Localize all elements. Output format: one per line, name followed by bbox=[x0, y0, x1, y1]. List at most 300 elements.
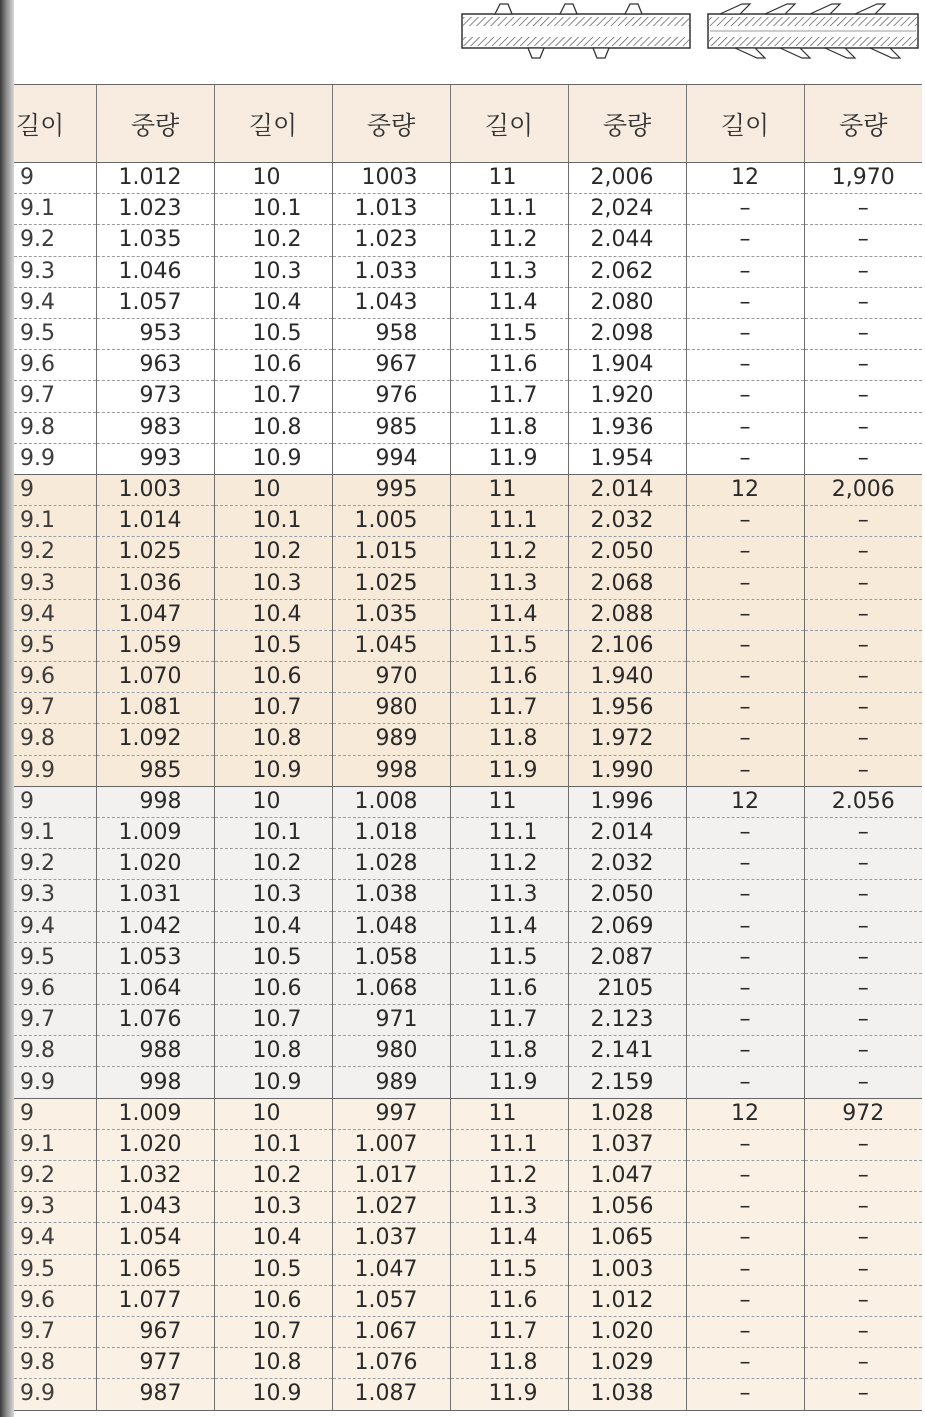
weight-cell: 1.038 bbox=[332, 880, 450, 911]
length-cell: 9.4 bbox=[14, 1223, 96, 1254]
length-cell: 10.6 bbox=[214, 973, 332, 1004]
table-row bbox=[14, 568, 922, 599]
length-cell: 11.6 bbox=[450, 973, 568, 1004]
weight-cell: – bbox=[804, 1285, 922, 1316]
length-cell: – bbox=[686, 1254, 804, 1285]
weight-cell: – bbox=[804, 1254, 922, 1285]
length-cell: 9.8 bbox=[14, 1348, 96, 1379]
table-row bbox=[14, 1316, 922, 1347]
weight-cell: 2.014 bbox=[568, 817, 686, 848]
weight-cell: – bbox=[804, 506, 922, 537]
length-cell: – bbox=[686, 1161, 804, 1192]
table-row bbox=[14, 880, 922, 911]
length-cell: – bbox=[686, 880, 804, 911]
weight-cell: 967 bbox=[96, 1316, 214, 1347]
weight-cell: 1.057 bbox=[332, 1285, 450, 1316]
weight-cell: 1.070 bbox=[96, 662, 214, 693]
length-cell: 10.8 bbox=[214, 412, 332, 443]
table-row bbox=[14, 474, 922, 505]
weight-cell: 1.936 bbox=[568, 412, 686, 443]
length-cell: – bbox=[686, 194, 804, 225]
table-row bbox=[14, 599, 922, 630]
weight-cell: 1.037 bbox=[332, 1223, 450, 1254]
weight-cell: 1.007 bbox=[332, 1129, 450, 1160]
weight-cell: 1.920 bbox=[568, 381, 686, 412]
length-cell: 12 bbox=[686, 163, 804, 194]
weight-cell: – bbox=[804, 225, 922, 256]
weight-cell: 1.956 bbox=[568, 693, 686, 724]
weight-cell: 1.013 bbox=[332, 194, 450, 225]
length-cell: 11.1 bbox=[450, 506, 568, 537]
length-cell: 10.5 bbox=[214, 318, 332, 349]
weight-cell: 1.005 bbox=[332, 506, 450, 537]
weight-cell: 2.032 bbox=[568, 849, 686, 880]
length-cell: 12 bbox=[686, 1098, 804, 1129]
weight-cell: – bbox=[804, 1067, 922, 1098]
length-cell: – bbox=[686, 1192, 804, 1223]
length-cell: 9.4 bbox=[14, 911, 96, 942]
length-cell: – bbox=[686, 1348, 804, 1379]
weight-cell: 953 bbox=[96, 318, 214, 349]
length-cell: 9 bbox=[14, 786, 96, 817]
table-band-2 bbox=[14, 474, 922, 786]
weight-cell: 1.048 bbox=[332, 911, 450, 942]
weight-cell: 1.020 bbox=[96, 1129, 214, 1160]
weight-cell: 985 bbox=[96, 755, 214, 786]
length-cell: 11.1 bbox=[450, 194, 568, 225]
weight-cell: – bbox=[804, 1348, 922, 1379]
weight-cell: 1.087 bbox=[332, 1379, 450, 1410]
weight-cell: 1.029 bbox=[568, 1348, 686, 1379]
length-cell: 9.3 bbox=[14, 256, 96, 287]
col-header-length: 길이 bbox=[450, 85, 568, 163]
length-cell: 10.8 bbox=[214, 724, 332, 755]
length-cell: – bbox=[686, 693, 804, 724]
length-cell: 12 bbox=[686, 786, 804, 817]
length-cell: 11.3 bbox=[450, 880, 568, 911]
length-cell: 10.9 bbox=[214, 1067, 332, 1098]
length-cell: – bbox=[686, 1379, 804, 1410]
length-cell: 9.3 bbox=[14, 880, 96, 911]
length-cell: 9.7 bbox=[14, 1316, 96, 1347]
length-cell: 10.1 bbox=[214, 817, 332, 848]
weight-cell: 1.012 bbox=[568, 1285, 686, 1316]
weight-cell: 2105 bbox=[568, 973, 686, 1004]
table-row bbox=[14, 724, 922, 755]
length-cell: 10.4 bbox=[214, 599, 332, 630]
length-cell: 10.3 bbox=[214, 256, 332, 287]
length-cell: – bbox=[686, 599, 804, 630]
table-row bbox=[14, 1098, 922, 1129]
length-cell: – bbox=[686, 1316, 804, 1347]
length-cell: 9.6 bbox=[14, 350, 96, 381]
weight-cell: 970 bbox=[332, 662, 450, 693]
length-cell: – bbox=[686, 1005, 804, 1036]
table-row bbox=[14, 693, 922, 724]
length-cell: 9.5 bbox=[14, 318, 96, 349]
table-row bbox=[14, 1285, 922, 1316]
length-cell: 9.2 bbox=[14, 849, 96, 880]
weight-cell: – bbox=[804, 287, 922, 318]
length-cell: 11.6 bbox=[450, 1285, 568, 1316]
weight-cell: 971 bbox=[332, 1005, 450, 1036]
weight-cell: – bbox=[804, 1379, 922, 1410]
length-cell: 11.3 bbox=[450, 1192, 568, 1223]
length-cell: 9.8 bbox=[14, 1036, 96, 1067]
length-cell: 11 bbox=[450, 786, 568, 817]
length-cell: 11.3 bbox=[450, 568, 568, 599]
length-cell: 10.7 bbox=[214, 1316, 332, 1347]
length-cell: – bbox=[686, 350, 804, 381]
weight-cell: – bbox=[804, 817, 922, 848]
weight-cell: 2.123 bbox=[568, 1005, 686, 1036]
weight-cell: 998 bbox=[332, 755, 450, 786]
single-ring-anchor-diagram bbox=[462, 4, 690, 58]
weight-cell: 1.020 bbox=[96, 849, 214, 880]
length-cell: 9.2 bbox=[14, 225, 96, 256]
length-cell: 9 bbox=[14, 163, 96, 194]
length-cell: 10.3 bbox=[214, 1192, 332, 1223]
length-cell: – bbox=[686, 630, 804, 661]
weight-cell: – bbox=[804, 755, 922, 786]
length-cell: 10.3 bbox=[214, 880, 332, 911]
weight-cell: 1.064 bbox=[96, 973, 214, 1004]
length-cell: 10.3 bbox=[214, 568, 332, 599]
weight-cell: 2.087 bbox=[568, 942, 686, 973]
weight-cell: 987 bbox=[96, 1379, 214, 1410]
length-cell: 10.2 bbox=[214, 849, 332, 880]
length-cell: 11 bbox=[450, 163, 568, 194]
weight-cell: 1.033 bbox=[332, 256, 450, 287]
length-cell: – bbox=[686, 1129, 804, 1160]
weight-cell: – bbox=[804, 350, 922, 381]
weight-cell: 2.080 bbox=[568, 287, 686, 318]
weight-cell: 1.014 bbox=[96, 506, 214, 537]
length-cell: 11 bbox=[450, 474, 568, 505]
weight-cell: 1.068 bbox=[332, 973, 450, 1004]
weight-cell: 1.009 bbox=[96, 817, 214, 848]
weight-cell: 1.018 bbox=[332, 817, 450, 848]
length-cell: 11.4 bbox=[450, 1223, 568, 1254]
length-cell: 11.9 bbox=[450, 1067, 568, 1098]
length-cell: 9.9 bbox=[14, 755, 96, 786]
col-header-weight: 중량 bbox=[804, 85, 922, 163]
table-row bbox=[14, 973, 922, 1004]
table-band-3 bbox=[14, 786, 922, 1098]
table-row bbox=[14, 942, 922, 973]
length-cell: 9.9 bbox=[14, 1379, 96, 1410]
weight-cell: 1.047 bbox=[96, 599, 214, 630]
diagram-strip bbox=[0, 0, 925, 84]
weight-cell: – bbox=[804, 194, 922, 225]
weight-cell: – bbox=[804, 537, 922, 568]
weight-cell: 2.044 bbox=[568, 225, 686, 256]
table-row bbox=[14, 1348, 922, 1379]
weight-cell: 2.056 bbox=[804, 786, 922, 817]
length-cell: 9 bbox=[14, 474, 96, 505]
length-cell: 11.1 bbox=[450, 817, 568, 848]
weight-cell: 977 bbox=[96, 1348, 214, 1379]
table-header bbox=[14, 85, 922, 163]
table-row bbox=[14, 443, 922, 474]
length-cell: 9.6 bbox=[14, 973, 96, 1004]
spiral-twisted-rod-diagram bbox=[708, 4, 918, 58]
weight-cell: 1.015 bbox=[332, 537, 450, 568]
weight-cell: 980 bbox=[332, 1036, 450, 1067]
table-row bbox=[14, 630, 922, 661]
length-cell: – bbox=[686, 1067, 804, 1098]
weight-cell: 1.056 bbox=[568, 1192, 686, 1223]
weight-cell: 994 bbox=[332, 443, 450, 474]
weight-cell: 2.098 bbox=[568, 318, 686, 349]
length-cell: 11.1 bbox=[450, 1129, 568, 1160]
length-cell: 9.7 bbox=[14, 381, 96, 412]
length-cell: 11 bbox=[450, 1098, 568, 1129]
length-cell: 9.2 bbox=[14, 537, 96, 568]
table-row bbox=[14, 1005, 922, 1036]
length-cell: 10.1 bbox=[214, 1129, 332, 1160]
length-cell: 10.1 bbox=[214, 506, 332, 537]
length-cell: 10.9 bbox=[214, 755, 332, 786]
col-header-length: 길이 bbox=[686, 85, 804, 163]
table-row bbox=[14, 506, 922, 537]
length-cell: 11.8 bbox=[450, 724, 568, 755]
length-cell: 9 bbox=[14, 1098, 96, 1129]
length-cell: 9.1 bbox=[14, 817, 96, 848]
weight-cell: 1.017 bbox=[332, 1161, 450, 1192]
weight-cell: 1.047 bbox=[568, 1161, 686, 1192]
table-row bbox=[14, 849, 922, 880]
weight-cell: 1.038 bbox=[568, 1379, 686, 1410]
weight-cell: – bbox=[804, 662, 922, 693]
weight-cell: 1.003 bbox=[96, 474, 214, 505]
weight-cell: 1.009 bbox=[96, 1098, 214, 1129]
weight-cell: 2.141 bbox=[568, 1036, 686, 1067]
length-cell: 11.4 bbox=[450, 599, 568, 630]
length-cell: 11.9 bbox=[450, 1379, 568, 1410]
length-cell: 9.5 bbox=[14, 630, 96, 661]
table-row bbox=[14, 1036, 922, 1067]
table-row bbox=[14, 755, 922, 786]
weight-cell: – bbox=[804, 1223, 922, 1254]
weight-cell: 967 bbox=[332, 350, 450, 381]
weight-cell: 1.025 bbox=[332, 568, 450, 599]
weight-cell: 1.972 bbox=[568, 724, 686, 755]
length-cell: 11.7 bbox=[450, 381, 568, 412]
weight-cell: 1.940 bbox=[568, 662, 686, 693]
weight-cell: 2,024 bbox=[568, 194, 686, 225]
weight-cell: – bbox=[804, 942, 922, 973]
length-cell: 9.7 bbox=[14, 693, 96, 724]
length-cell: 10.1 bbox=[214, 194, 332, 225]
length-cell: 11.4 bbox=[450, 287, 568, 318]
weight-cell: 972 bbox=[804, 1098, 922, 1129]
length-cell: 10 bbox=[214, 163, 332, 194]
length-cell: 11.8 bbox=[450, 412, 568, 443]
header-row bbox=[14, 85, 922, 163]
weight-cell: 989 bbox=[332, 1067, 450, 1098]
weight-cell: 1.904 bbox=[568, 350, 686, 381]
length-cell: 10.7 bbox=[214, 381, 332, 412]
table-row bbox=[14, 1223, 922, 1254]
table-row bbox=[14, 1379, 922, 1410]
weight-cell: – bbox=[804, 1036, 922, 1067]
length-cell: 11.7 bbox=[450, 1316, 568, 1347]
table-row bbox=[14, 350, 922, 381]
book-spine-shadow bbox=[0, 0, 14, 1417]
length-cell: 10.7 bbox=[214, 693, 332, 724]
weight-cell: 2,006 bbox=[804, 474, 922, 505]
length-cell: 11.2 bbox=[450, 225, 568, 256]
weight-cell: 1.036 bbox=[96, 568, 214, 599]
length-cell: – bbox=[686, 537, 804, 568]
col-header-weight: 중량 bbox=[96, 85, 214, 163]
weight-cell: – bbox=[804, 256, 922, 287]
length-cell: – bbox=[686, 412, 804, 443]
weight-cell: – bbox=[804, 1161, 922, 1192]
length-cell: – bbox=[686, 849, 804, 880]
weight-cell: 989 bbox=[332, 724, 450, 755]
weight-cell: 958 bbox=[332, 318, 450, 349]
length-cell: 10.4 bbox=[214, 287, 332, 318]
length-cell: 11.9 bbox=[450, 443, 568, 474]
table-row bbox=[14, 817, 922, 848]
weight-cell: 2.106 bbox=[568, 630, 686, 661]
table-row bbox=[14, 786, 922, 817]
length-cell: 10.6 bbox=[214, 662, 332, 693]
col-header-length: 길이 bbox=[14, 85, 96, 163]
weight-cell: – bbox=[804, 973, 922, 1004]
weight-cell: – bbox=[804, 1005, 922, 1036]
weight-cell: – bbox=[804, 724, 922, 755]
weight-cell: 1.058 bbox=[332, 942, 450, 973]
length-cell: 9.6 bbox=[14, 1285, 96, 1316]
length-cell: 9.3 bbox=[14, 568, 96, 599]
table-row bbox=[14, 225, 922, 256]
weight-cell: 1.081 bbox=[96, 693, 214, 724]
length-cell: – bbox=[686, 443, 804, 474]
length-cell: 9.1 bbox=[14, 1129, 96, 1160]
weight-cell: – bbox=[804, 911, 922, 942]
length-cell: – bbox=[686, 1285, 804, 1316]
length-cell: 9.5 bbox=[14, 942, 96, 973]
weight-cell: 2.159 bbox=[568, 1067, 686, 1098]
length-cell: 9.4 bbox=[14, 599, 96, 630]
length-cell: 9.8 bbox=[14, 412, 96, 443]
length-cell: 11.6 bbox=[450, 662, 568, 693]
weight-cell: 985 bbox=[332, 412, 450, 443]
weight-cell: 1.043 bbox=[96, 1192, 214, 1223]
length-cell: 11.2 bbox=[450, 1161, 568, 1192]
weight-cell: 1.954 bbox=[568, 443, 686, 474]
weight-cell: – bbox=[804, 568, 922, 599]
length-cell: 11.4 bbox=[450, 911, 568, 942]
length-cell: 9.9 bbox=[14, 443, 96, 474]
weight-cell: 1.020 bbox=[568, 1316, 686, 1347]
col-header-length: 길이 bbox=[214, 85, 332, 163]
weight-cell: 1.035 bbox=[96, 225, 214, 256]
weight-cell: 1.065 bbox=[568, 1223, 686, 1254]
length-cell: 11.2 bbox=[450, 849, 568, 880]
length-cell: – bbox=[686, 318, 804, 349]
weight-cell: – bbox=[804, 880, 922, 911]
weight-cell: 1.003 bbox=[568, 1254, 686, 1285]
weight-cell: 1,970 bbox=[804, 163, 922, 194]
length-cell: 10.6 bbox=[214, 350, 332, 381]
table-row bbox=[14, 1254, 922, 1285]
weight-cell: 997 bbox=[332, 1098, 450, 1129]
weight-cell: 1.092 bbox=[96, 724, 214, 755]
length-cell: – bbox=[686, 287, 804, 318]
length-cell: – bbox=[686, 662, 804, 693]
table-row bbox=[14, 163, 922, 194]
weight-cell: 980 bbox=[332, 693, 450, 724]
weight-cell: 2.050 bbox=[568, 880, 686, 911]
weight-cell: – bbox=[804, 1316, 922, 1347]
length-cell: – bbox=[686, 724, 804, 755]
weight-cell: 963 bbox=[96, 350, 214, 381]
weight-cell: – bbox=[804, 412, 922, 443]
table-row bbox=[14, 412, 922, 443]
weight-cell: 2.032 bbox=[568, 506, 686, 537]
length-cell: 10.5 bbox=[214, 942, 332, 973]
weight-cell: 1.023 bbox=[332, 225, 450, 256]
table-row bbox=[14, 662, 922, 693]
length-cell: 10.2 bbox=[214, 225, 332, 256]
table-row bbox=[14, 1129, 922, 1160]
weight-cell: 1.067 bbox=[332, 1316, 450, 1347]
weight-cell: 1.037 bbox=[568, 1129, 686, 1160]
weight-cell: 1003 bbox=[332, 163, 450, 194]
weight-cell: 1.028 bbox=[568, 1098, 686, 1129]
weight-cell: 1.057 bbox=[96, 287, 214, 318]
table-row bbox=[14, 381, 922, 412]
length-cell: 9.8 bbox=[14, 724, 96, 755]
weight-cell: – bbox=[804, 443, 922, 474]
length-cell: 10.2 bbox=[214, 1161, 332, 1192]
weight-cell: 2.014 bbox=[568, 474, 686, 505]
weight-cell: 1.046 bbox=[96, 256, 214, 287]
weight-cell: 1.042 bbox=[96, 911, 214, 942]
weight-cell: 1.996 bbox=[568, 786, 686, 817]
weight-cell: 983 bbox=[96, 412, 214, 443]
length-cell: – bbox=[686, 1036, 804, 1067]
length-cell: – bbox=[686, 381, 804, 412]
col-header-weight: 중량 bbox=[568, 85, 686, 163]
length-cell: 11.3 bbox=[450, 256, 568, 287]
weight-cell: – bbox=[804, 693, 922, 724]
weight-cell: 2.088 bbox=[568, 599, 686, 630]
length-cell: 10.7 bbox=[214, 1005, 332, 1036]
weight-cell: 976 bbox=[332, 381, 450, 412]
length-cell: 10.8 bbox=[214, 1036, 332, 1067]
length-cell: 10.8 bbox=[214, 1348, 332, 1379]
weight-cell: 2.062 bbox=[568, 256, 686, 287]
length-cell: 10 bbox=[214, 786, 332, 817]
length-cell: – bbox=[686, 568, 804, 599]
weight-cell: 1.077 bbox=[96, 1285, 214, 1316]
length-cell: 12 bbox=[686, 474, 804, 505]
table-row bbox=[14, 911, 922, 942]
weight-cell: 1.035 bbox=[332, 599, 450, 630]
length-cell: – bbox=[686, 225, 804, 256]
table-row bbox=[14, 1067, 922, 1098]
length-cell: 9.1 bbox=[14, 506, 96, 537]
length-cell: – bbox=[686, 256, 804, 287]
table-row bbox=[14, 537, 922, 568]
length-cell: – bbox=[686, 911, 804, 942]
length-cell: 10.9 bbox=[214, 1379, 332, 1410]
